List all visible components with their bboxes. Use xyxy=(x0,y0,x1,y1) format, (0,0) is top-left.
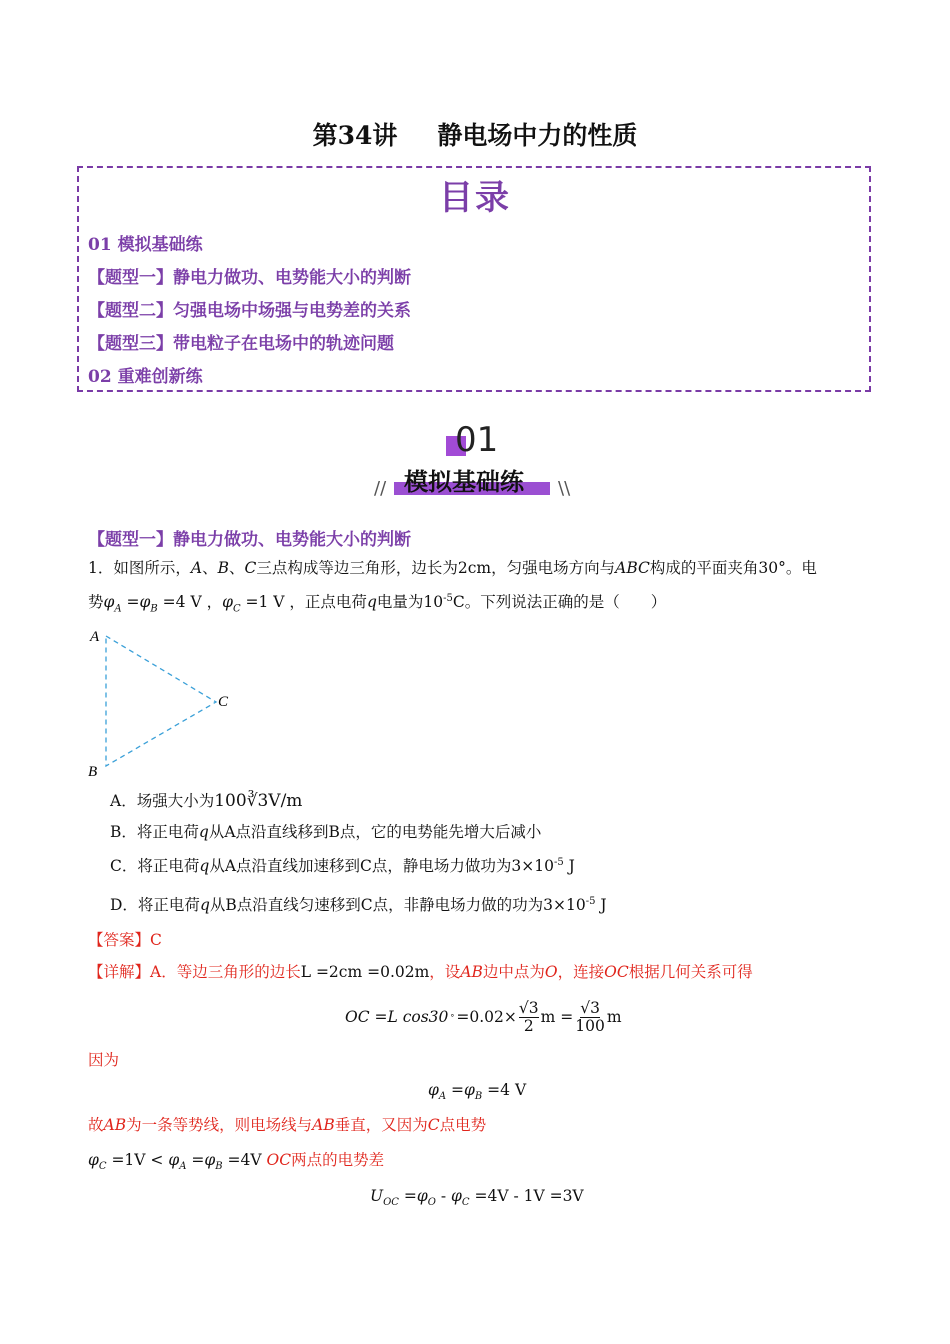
toc-item-3[interactable]: 【题型二】匀强电场中场强与电势差的关系 xyxy=(88,301,411,321)
page-title: 第34讲 静电场中力的性质 xyxy=(312,121,638,150)
option-c[interactable]: C．将正电荷q从A点沿直线加速移到C点，静电场力做功为$3\times 10^{-5}$ J xyxy=(110,857,575,876)
toc-item-1[interactable]: 01 模拟基础练 xyxy=(88,235,203,255)
detail-line-1: 【详解】A．等边三角形的边长L =2cm =0.02m，设AB边中点为O，连接OC根据几何关系可得 xyxy=(88,963,753,981)
question-line-1: 1．如图所示，A、B、C三点构成等边三角形，边长为2cm，匀强电场方向与ABC构成的平面夹角30°。电 xyxy=(88,559,817,577)
detail-because: 因为 xyxy=(88,1051,120,1069)
equation-uoc: $U_{OC} =\varphi_O - \varphi_C =4V - 1V =3V$ xyxy=(370,1187,584,1209)
vertex-a-label: A xyxy=(90,629,100,645)
vertex-c-label: C xyxy=(218,694,229,710)
toc-item-4[interactable]: 【题型三】带电粒子在电场中的轨迹问题 xyxy=(88,334,394,354)
section-title: 模拟基础练 xyxy=(404,468,524,496)
toc-heading: 目录 xyxy=(439,178,511,218)
subsection-title: 【题型一】静电力做功、电势能大小的判断 xyxy=(88,530,411,550)
option-b[interactable]: B．将正电荷q从A点沿直线移到B点，它的电势能先增大后减小 xyxy=(110,823,542,841)
equation-potential: $\varphi_A =\varphi_B =4$ V xyxy=(428,1081,527,1103)
question-line-2: 势$\varphi_A =\varphi_B =4$ V ，$\varphi_C =1$ V ，正点电荷q电量为$10^{-5}C$。下列说法正确的是（ ） xyxy=(88,593,667,615)
triangle-abc xyxy=(106,636,216,766)
vertex-b-label: B xyxy=(88,764,98,780)
toc-item-2[interactable]: 【题型一】静电力做功、电势能大小的判断 xyxy=(88,268,411,288)
answer-line: 【答案】C xyxy=(88,931,162,949)
triangle-figure xyxy=(84,622,244,782)
detail-line-3: 故AB为一条等势线，则电场线与AB垂直，又因为C点电势 xyxy=(88,1116,487,1134)
section-deco-left: // xyxy=(374,478,387,499)
section-number: 01 xyxy=(455,420,499,460)
detail-line-4: $\varphi_C =1V < \varphi_A =\varphi_B =4V$ OC两点的电势差 xyxy=(88,1151,385,1173)
section-deco-right: \\ xyxy=(558,478,571,499)
option-d[interactable]: D．将正电荷q从B点沿直线匀速移到C点，非静电场力做的功为$3\times 10^{-5}$ J xyxy=(110,896,607,915)
equation-oc: OC =L cos30 ° =0.02× $\frac{√3}{2}$ m = $\frac{√3}{100}$ m xyxy=(345,999,622,1036)
toc-item-5[interactable]: 02 重难创新练 xyxy=(88,367,203,387)
option-a[interactable]: A．场强大小为100∛3V/m xyxy=(110,791,303,811)
